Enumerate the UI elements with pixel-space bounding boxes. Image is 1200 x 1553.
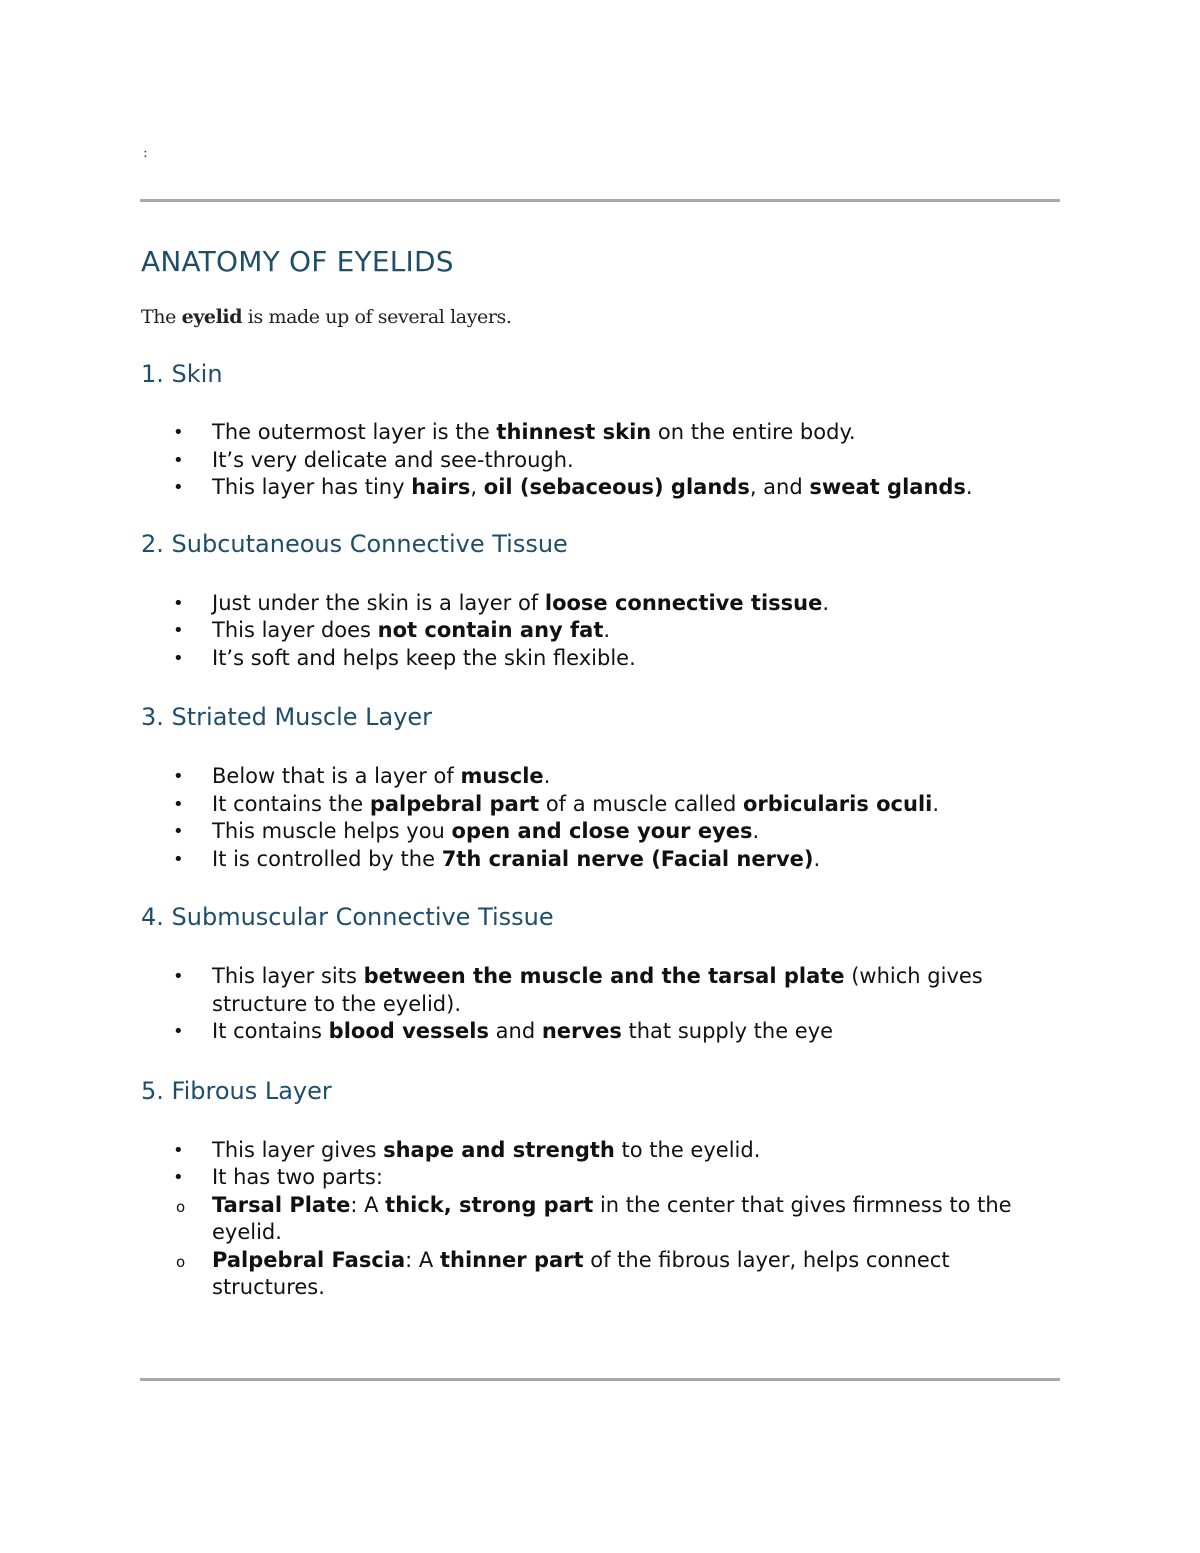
section-heading-fibrous: 5. Fibrous Layer (141, 1076, 332, 1105)
list-item: • The outermost layer is the thinnest skin on the entire body. (141, 419, 1041, 447)
list-item: • It is controlled by the 7th cranial nerve (Facial nerve). (141, 846, 1041, 874)
list-item: • Below that is a layer of muscle. (141, 763, 1041, 791)
page-title: ANATOMY OF EYELIDS (141, 245, 454, 278)
list-item: • This layer does not contain any fat. (141, 617, 1041, 645)
intro-text: is made up of several layers. (242, 306, 512, 328)
bottom-divider (140, 1378, 1060, 1381)
fibrous-list (141, 1137, 1041, 1302)
document-body (141, 244, 1041, 1302)
submuscular-list (141, 963, 1041, 1046)
list-item: • It contains blood vessels and nerves that supply the eye (141, 1018, 1041, 1046)
header-mark: : (143, 145, 148, 161)
section-heading-skin: 1. Skin (141, 360, 223, 388)
list-item: • This layer gives shape and strength to the eyelid. (141, 1137, 1041, 1165)
list-item: • It’s very delicate and see-through. (141, 447, 1041, 475)
intro-text: The (141, 306, 182, 328)
subcutaneous-list (141, 590, 1041, 673)
sub-list-item: o Palpebral Fascia: A thinner part of the fibrous layer, helps connect structures. (141, 1247, 1041, 1302)
list-item: • It’s soft and helps keep the skin flexible. (141, 645, 1041, 673)
list-item: • It contains the palpebral part of a muscle called orbicularis oculi. (141, 791, 1041, 819)
striated-muscle-list (141, 763, 1041, 873)
list-item: • This layer sits between the muscle and the tarsal plate (which gives structure to the eyelid). (141, 963, 1041, 1018)
list-item: • It has two parts: o Tarsal Plate: A thick, strong part in the center that gives firmness to the eyelid. o Palpebral Fascia: A thinner part of the fibrous layer, helps connect structures. (141, 1164, 1041, 1302)
list-item: • Just under the skin is a layer of loose connective tissue. (141, 590, 1041, 618)
intro-bold: eyelid (181, 306, 243, 328)
list-item: • This layer has tiny hairs, oil (sebaceous) glands, and sweat glands. (141, 474, 1041, 502)
section-heading-striated-muscle: 3. Striated Muscle Layer (141, 703, 433, 731)
section-heading-subcutaneous: 2. Subcutaneous Connective Tissue (141, 529, 568, 558)
sub-list-item: o Tarsal Plate: A thick, strong part in the center that gives firmness to the eyelid. (141, 1192, 1041, 1247)
intro-paragraph (141, 304, 1041, 330)
list-item: • This muscle helps you open and close your eyes. (141, 818, 1041, 846)
fibrous-parts-list (141, 1192, 1041, 1302)
skin-list (141, 419, 1041, 502)
section-heading-submuscular: 4. Submuscular Connective Tissue (141, 903, 554, 931)
top-divider (140, 199, 1060, 202)
